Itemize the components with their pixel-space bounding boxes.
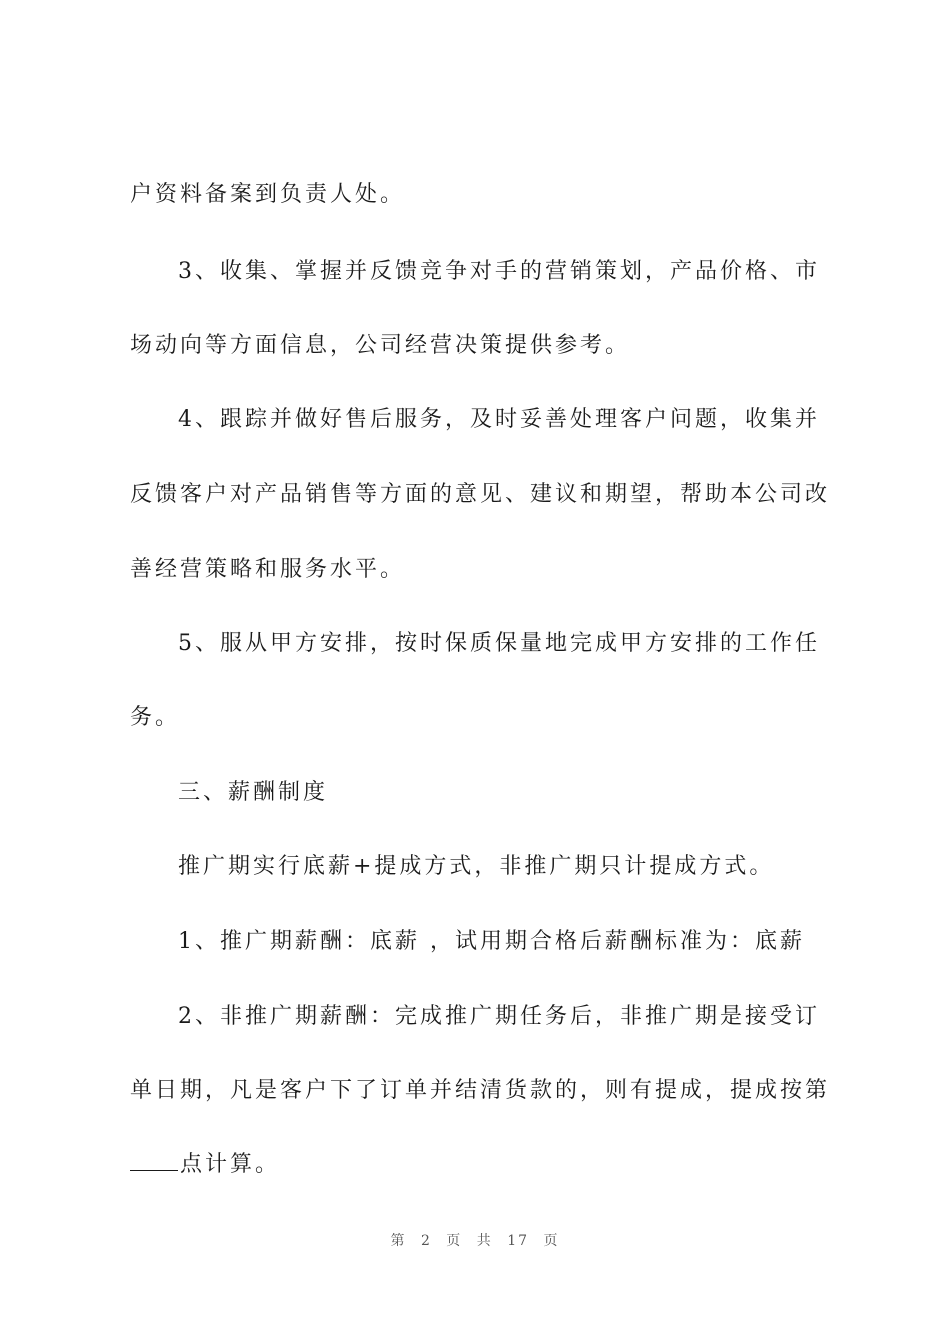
paragraph-line: 5、服从甲方安排，按时保质保量地完成甲方安排的工作任 (178, 631, 820, 656)
paragraph-line: 推广期实行底薪+提成方式，非推广期只计提成方式。 (178, 854, 775, 879)
paragraph-line: 1、推广期薪酬：底薪 ，试用期合格后薪酬标准为：底薪 (178, 929, 805, 954)
paragraph-line-with-blank (130, 1150, 280, 1180)
paragraph-line: 场动向等方面信息，公司经营决策提供参考。 (130, 333, 631, 358)
paragraph-text: 点计算。 (180, 1152, 281, 1177)
paragraph-line: 单日期，凡是客户下了订单并结清货款的，则有提成，提成按第 (130, 1078, 831, 1103)
paragraph-line: 3、收集、掌握并反馈竞争对手的营销策划，产品价格、市 (178, 259, 820, 284)
paragraph-line: 4、跟踪并做好售后服务，及时妥善处理客户问题，收集并 (178, 407, 820, 432)
paragraph-line: 2、非推广期薪酬：完成推广期任务后，非推广期是接受订 (178, 1004, 820, 1029)
section-heading: 三、薪酬制度 (178, 780, 329, 805)
paragraph-line: 反馈客户对产品销售等方面的意见、建议和期望，帮助本公司改 (130, 482, 831, 507)
paragraph-line: 善经营策略和服务水平。 (130, 557, 406, 582)
fill-in-blank (130, 1150, 178, 1171)
page-footer: 第 2 页 共 17 页 (390, 1233, 560, 1249)
paragraph-line: 户资料备案到负责人处。 (130, 182, 406, 207)
paragraph-line: 务。 (130, 705, 181, 730)
